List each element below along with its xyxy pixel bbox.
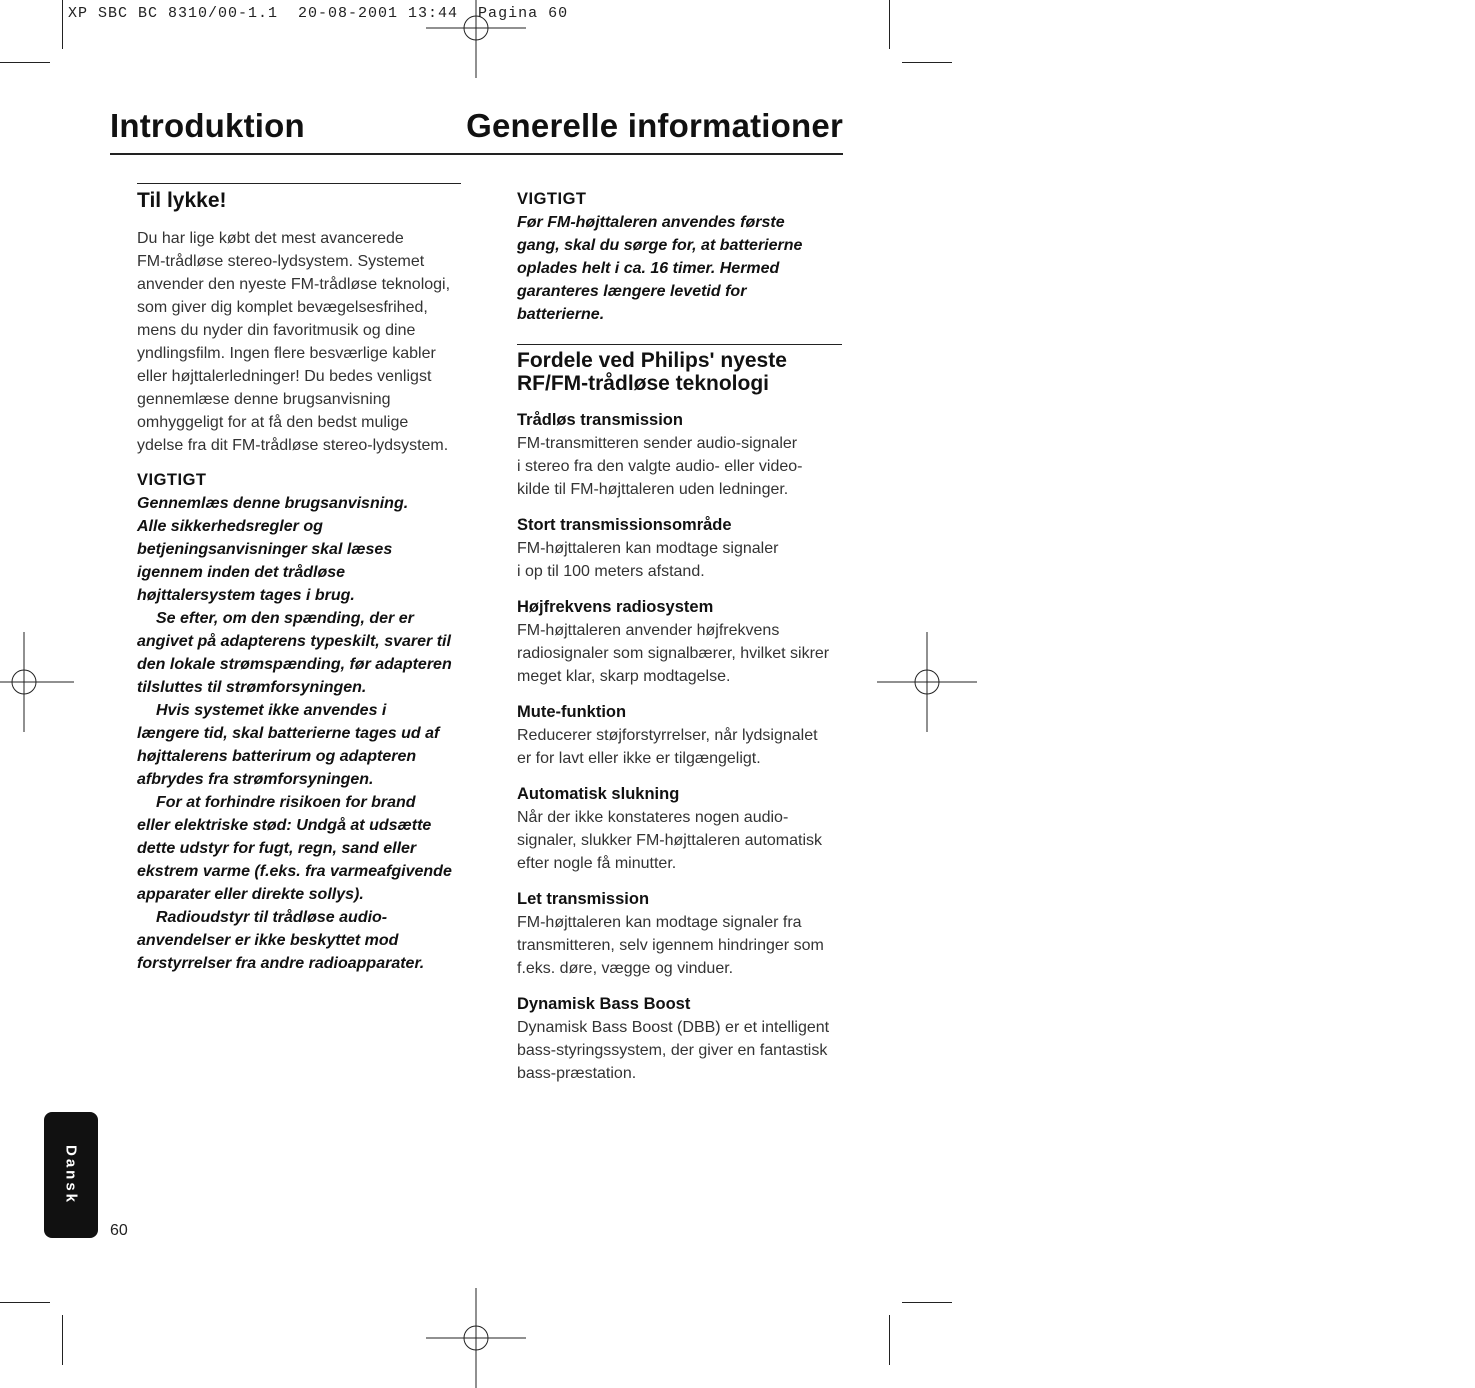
text-line: Dynamisk Bass Boost (DBB) er et intelligent [517,1019,830,1036]
text-line: betjeningsanvisninger skal læses [137,541,393,558]
crop-mark [889,1315,890,1365]
feature-title: Dynamisk Bass Boost [517,995,691,1013]
text-line: højttalersystem tages i brug. [137,587,355,604]
text-line: yndlingsfilm. Ingen flere besværlige kabler [137,345,436,362]
text-line: FM-højttaleren kan modtage signaler [517,540,779,557]
notice-paragraph [137,607,461,699]
feature-title: Mute-funktion [517,703,627,721]
crop-mark [62,0,63,49]
page-number: 60 [110,1222,128,1239]
text-line: ekstrem varme (f.eks. fra varmeafgivende [137,863,452,880]
text-line: Før FM-højttaleren anvendes første [517,214,785,231]
text-line: Hvis systemet ikke anvendes i [156,702,387,719]
important-notice [137,492,461,975]
page-title-left: Introduktion [110,107,305,144]
feature-dynamic-bass-boost [517,993,842,1085]
text-line: er for lavt eller ikke er tilgængeligt. [517,750,761,767]
notice-paragraph [137,906,461,975]
text-line: For at forhindre risikoen for brand [156,794,416,811]
page-title-right: Generelle informationer [466,107,843,144]
heading-line: RF/FM-trådløse teknologi [517,372,769,395]
text-line: FM-højttaleren anvender højfrekvens [517,622,780,639]
important-label: VIGTIGT [517,190,587,208]
text-line: meget klar, skarp modtagelse. [517,668,731,685]
feature-wireless-transmission [517,409,842,501]
text-line: transmitteren, selv igennem hindringer som [517,937,824,954]
registration-mark-icon [426,0,526,78]
section-divider [517,344,842,345]
text-line: efter nogle få minutter. [517,855,677,872]
text-line: FM-højttaleren kan modtage signaler fra [517,914,802,931]
crop-mark [0,62,50,63]
congratulations-heading: Til lykke! [137,189,227,212]
left-column [137,183,461,975]
feature-title: Trådløs transmission [517,411,683,429]
intro-paragraph [137,227,461,457]
text-line: angivet på adapterens typeskilt, svarer til [137,633,451,650]
text-line: anvendelser er ikke beskyttet mod [137,932,399,949]
text-line: FM-trådløse stereo-lydsystem. Systemet [137,253,425,270]
notice-paragraph [137,492,461,607]
feature-transmission-range [517,514,842,583]
text-line: Se efter, om den spænding, der er [156,610,414,627]
feature-auto-off [517,783,842,875]
section-divider [137,183,461,184]
text-line: garanteres længere levetid for [517,283,747,300]
text-line: batterierne. [517,306,605,323]
text-line: som giver dig komplet bevægelsesfrihed, [137,299,428,316]
page-header [110,103,843,155]
text-line: apparater eller direkte sollys). [137,886,364,903]
text-line: mens du nyder din favoritmusik og dine [137,322,416,339]
text-line: f.eks. døre, vægge og vinduer. [517,960,734,977]
crop-mark [889,0,890,49]
text-line: bass-præstation. [517,1065,637,1082]
text-line: gennemlæse denne brugsanvisning [137,391,391,408]
registration-mark-icon [426,1288,526,1388]
text-line: ydelse fra dit FM-trådløse stereo-lydsystem. [137,437,449,454]
text-line: Når der ikke konstateres nogen audio- [517,809,789,826]
text-line: FM-transmitteren sender audio-signaler [517,435,798,452]
crop-mark [62,1315,63,1365]
text-line: længere tid, skal batterierne tages ud af [137,725,440,742]
feature-title: Automatisk slukning [517,785,680,803]
heading-line: Fordele ved Philips' nyeste [517,349,787,372]
registration-mark-icon [0,632,74,732]
text-line: i stereo fra den valgte audio- eller video- [517,458,803,475]
text-line: Du har lige købt det mest avancerede [137,230,404,247]
text-line: signaler, slukker FM-højttaleren automatisk [517,832,822,849]
text-line: radiosignaler som signalbærer, hvilket sikrer [517,645,830,662]
feature-title: Højfrekvens radiosystem [517,598,714,616]
section-heading [517,349,842,395]
text-line: i op til 100 meters afstand. [517,563,705,580]
text-line: afbrydes fra strømforsyningen. [137,771,374,788]
language-tab-label: Dansk [62,1144,80,1206]
text-line: Reducerer støjforstyrrelser, når lydsignalet [517,727,818,744]
text-line: eller højttalerledninger! Du bedes venligst [137,368,432,385]
text-line: højttalerens batterirum og adapteren [137,748,417,765]
crop-mark [0,1302,50,1303]
language-tab [44,1112,98,1238]
text-line: bass-styringssystem, der giver en fantastisk [517,1042,828,1059]
text-line: den lokale strømspænding, før adapteren [137,656,452,673]
text-line: gang, skal du sørge for, at batterierne [517,237,803,254]
battery-notice [517,211,842,326]
feature-mute-function [517,701,842,770]
text-line: eller elektriske stød: Undgå at udsætte [137,817,432,834]
right-column [517,188,842,1085]
crop-mark [902,62,952,63]
feature-hf-radio-system [517,596,842,688]
text-line: Radioudstyr til trådløse audio- [156,909,388,926]
registration-mark-icon [877,632,977,732]
text-line: oplades helt i ca. 16 timer. Hermed [517,260,780,277]
text-line: igennem inden det trådløse [137,564,346,581]
feature-easy-transmission [517,888,842,980]
text-line: anvender den nyeste FM-trådløse teknologi, [137,276,451,293]
text-line: dette udstyr for fugt, regn, sand eller [137,840,417,857]
text-line: Gennemlæs denne brugsanvisning. [137,495,409,512]
text-line: forstyrrelser fra andre radioapparater. [137,955,425,972]
notice-paragraph [137,791,461,906]
notice-paragraph [137,699,461,791]
feature-title: Let transmission [517,890,650,908]
text-line: Alle sikkerhedsregler og [137,518,323,535]
feature-title: Stort transmissionsområde [517,516,732,534]
crop-mark [902,1302,952,1303]
text-line: omhyggeligt for at få den bedst mulige [137,414,409,431]
text-line: kilde til FM-højttaleren uden ledninger. [517,481,789,498]
important-label: VIGTIGT [137,471,207,489]
text-line: tilsluttes til strømforsyningen. [137,679,367,696]
print-header: XP SBC BC 8310/00-1.1 20-08-2001 13:44 Pagina 60 [68,5,569,22]
